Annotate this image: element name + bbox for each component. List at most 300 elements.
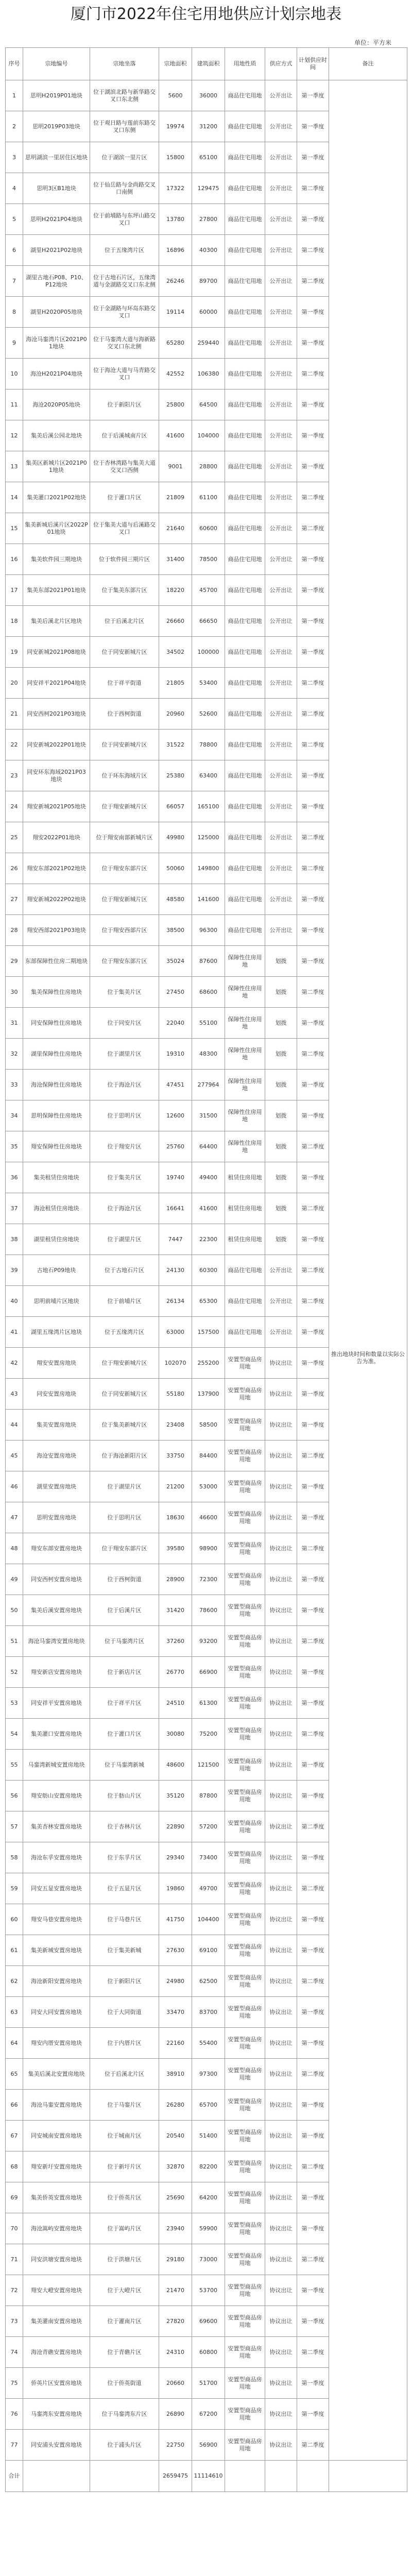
remarks-note bbox=[329, 80, 407, 2461]
parcel-location: 位于同安片区 bbox=[90, 1008, 159, 1039]
supply-method: 公开出让 bbox=[265, 606, 297, 637]
building-area: 64200 bbox=[192, 2182, 225, 2213]
parcel-code: 思明安置房地块 bbox=[23, 1502, 90, 1533]
parcel-code: 集美后溪北安置房地块 bbox=[23, 2059, 90, 2090]
row-number: 8 bbox=[6, 297, 23, 328]
land-use: 商品住宅用地 bbox=[225, 142, 265, 173]
supply-time: 第二季度 bbox=[297, 513, 329, 544]
parcel-location: 位于海沧大道与马青路交叉口 bbox=[90, 359, 159, 389]
supply-time: 第一季度 bbox=[297, 1842, 329, 1873]
supply-time: 第一季度 bbox=[297, 1471, 329, 1502]
building-area: 65300 bbox=[192, 1286, 225, 1317]
parcel-location: 位于古地石片区，五缘湾道与金湖路交叉口东北侧 bbox=[90, 266, 159, 297]
land-use: 保障性住房用地 bbox=[225, 1100, 265, 1131]
supply-method: 协议出让 bbox=[265, 1502, 297, 1533]
land-area: 29180 bbox=[159, 2244, 192, 2275]
row-number: 56 bbox=[6, 1781, 23, 1811]
land-use: 保障性住房用地 bbox=[225, 1070, 265, 1100]
supply-method: 协议出让 bbox=[265, 2121, 297, 2151]
parcel-location: 位于新圩片区 bbox=[90, 2151, 159, 2182]
parcel-code: 翔安新城2021P05地块 bbox=[23, 791, 90, 822]
land-use: 保障性住房用地 bbox=[225, 1039, 265, 1070]
supply-time: 第一季度 bbox=[297, 1502, 329, 1533]
supply-time: 第二季度 bbox=[297, 2430, 329, 2461]
building-area: 89700 bbox=[192, 266, 225, 297]
land-area: 55180 bbox=[159, 1379, 192, 1410]
land-use: 商品住宅用地 bbox=[225, 482, 265, 513]
table-header-row bbox=[6, 48, 407, 80]
row-number: 52 bbox=[6, 1657, 23, 1688]
supply-method: 公开出让 bbox=[265, 451, 297, 482]
supply-time: 第一季度 bbox=[297, 1750, 329, 1781]
supply-method: 划拨 bbox=[265, 1193, 297, 1224]
supply-method: 公开出让 bbox=[265, 111, 297, 142]
supply-time: 第一季度 bbox=[297, 1595, 329, 1626]
col-header: 计划供应时间 bbox=[297, 48, 329, 80]
building-area: 46600 bbox=[192, 1502, 225, 1533]
land-area: 21640 bbox=[159, 513, 192, 544]
building-area: 31500 bbox=[192, 1100, 225, 1131]
supply-time: 第二季度 bbox=[297, 2244, 329, 2275]
supply-time: 第二季度 bbox=[297, 853, 329, 884]
supply-time: 第一季度 bbox=[297, 1997, 329, 2028]
land-area: 32870 bbox=[159, 2151, 192, 2182]
land-area: 35120 bbox=[159, 1781, 192, 1811]
supply-method: 协议出让 bbox=[265, 2306, 297, 2337]
supply-method: 协议出让 bbox=[265, 1348, 297, 1379]
parcel-location: 位于大同街道 bbox=[90, 1997, 159, 2028]
supply-method: 协议出让 bbox=[265, 2430, 297, 2461]
land-use: 商品住宅用地 bbox=[225, 389, 265, 420]
supply-method: 公开出让 bbox=[265, 482, 297, 513]
supply-time: 第一季度 bbox=[297, 1781, 329, 1811]
supply-time: 第一季度 bbox=[297, 1100, 329, 1131]
land-area: 31522 bbox=[159, 730, 192, 760]
parcel-code: 集美灌南安置房地块 bbox=[23, 2306, 90, 2337]
parcel-code: 同安环东海域2021P03地块 bbox=[23, 760, 90, 791]
total-empty bbox=[329, 2461, 407, 2492]
parcel-code: 思明H2019P01地块 bbox=[23, 80, 90, 111]
land-use: 安置型商品房用地 bbox=[225, 2306, 265, 2337]
building-area: 65700 bbox=[192, 2090, 225, 2121]
supply-time: 第一季度 bbox=[297, 575, 329, 606]
parcel-location: 位于内厝片区 bbox=[90, 2028, 159, 2059]
parcel-code: 集美后溪公园北地块 bbox=[23, 420, 90, 451]
supply-time: 第一季度 bbox=[297, 760, 329, 791]
building-area: 63400 bbox=[192, 760, 225, 791]
parcel-location: 位于西柯街道 bbox=[90, 699, 159, 730]
parcel-location: 位于翔安片区 bbox=[90, 1131, 159, 1162]
land-use: 商品住宅用地 bbox=[225, 637, 265, 668]
parcel-code: 翔安新店安置房地块 bbox=[23, 1657, 90, 1688]
parcel-location: 位于前埔路与东坪山路交叉口 bbox=[90, 204, 159, 235]
supply-time: 第一季度 bbox=[297, 2182, 329, 2213]
page-title: 厦门市2022年住宅用地供应计划宗地表 bbox=[70, 5, 342, 23]
supply-time: 第一季度 bbox=[297, 2399, 329, 2430]
row-number: 71 bbox=[6, 2244, 23, 2275]
parcel-location: 位于侨英片区 bbox=[90, 2182, 159, 2213]
land-use: 安置型商品房用地 bbox=[225, 2399, 265, 2430]
land-use: 商品住宅用地 bbox=[225, 1286, 265, 1317]
parcel-code: 同安五显安置房地块 bbox=[23, 1873, 90, 1904]
parcel-location: 位于前埔片区 bbox=[90, 1286, 159, 1317]
parcel-location: 位于观日路与莲前东路交叉口东侧 bbox=[90, 111, 159, 142]
supply-method: 公开出让 bbox=[265, 142, 297, 173]
land-use: 安置型商品房用地 bbox=[225, 1719, 265, 1750]
row-number: 76 bbox=[6, 2399, 23, 2430]
land-area: 21805 bbox=[159, 668, 192, 699]
row-number: 65 bbox=[6, 2059, 23, 2090]
supply-method: 协议出让 bbox=[265, 1379, 297, 1410]
total-label: 合计 bbox=[6, 2461, 23, 2492]
supply-method: 协议出让 bbox=[265, 2151, 297, 2182]
parcel-location: 位于湖里片区 bbox=[90, 1039, 159, 1070]
building-area: 60000 bbox=[192, 297, 225, 328]
row-number: 19 bbox=[6, 637, 23, 668]
land-area: 15800 bbox=[159, 142, 192, 173]
land-use: 安置型商品房用地 bbox=[225, 1811, 265, 1842]
total-empty bbox=[225, 2461, 265, 2492]
row-number: 32 bbox=[6, 1039, 23, 1070]
total-empty bbox=[90, 2461, 159, 2492]
parcel-location: 位于翔安西部片区 bbox=[90, 915, 159, 946]
row-number: 63 bbox=[6, 1997, 23, 2028]
supply-time: 第二季度 bbox=[297, 1719, 329, 1750]
land-area: 38500 bbox=[159, 915, 192, 946]
building-area: 100000 bbox=[192, 637, 225, 668]
parcel-code: 集美灌口2021P02地块 bbox=[23, 482, 90, 513]
parcel-code: 翔安安置房地块 bbox=[23, 1348, 90, 1379]
parcel-code: 海沧马銮安置房地块 bbox=[23, 2090, 90, 2121]
supply-time: 第一季度 bbox=[297, 606, 329, 637]
building-area: 97300 bbox=[192, 2059, 225, 2090]
supply-method: 协议出让 bbox=[265, 1904, 297, 1935]
row-number: 5 bbox=[6, 204, 23, 235]
total-row bbox=[6, 2461, 407, 2492]
land-use: 安置型商品房用地 bbox=[225, 1873, 265, 1904]
supply-time: 第一季度 bbox=[297, 544, 329, 575]
land-area: 24310 bbox=[159, 2337, 192, 2368]
parcel-location: 位于大嶝片区 bbox=[90, 2275, 159, 2306]
land-use: 商品住宅用地 bbox=[225, 266, 265, 297]
parcel-code: 湖里H2021P02地块 bbox=[23, 235, 90, 266]
land-use: 商品住宅用地 bbox=[225, 1255, 265, 1286]
supply-time: 第一季度 bbox=[297, 451, 329, 482]
supply-time: 第二季度 bbox=[297, 1533, 329, 1564]
parcel-code: 集美杏林安置房地块 bbox=[23, 1811, 90, 1842]
row-number: 53 bbox=[6, 1688, 23, 1719]
building-area: 57200 bbox=[192, 1811, 225, 1842]
land-area: 22040 bbox=[159, 1008, 192, 1039]
parcel-location: 位于翔安新城片区 bbox=[90, 884, 159, 915]
supply-time: 第二季度 bbox=[297, 235, 329, 266]
parcel-location: 位于马銮湾片区 bbox=[90, 1626, 159, 1657]
col-header: 宗地编号 bbox=[23, 48, 90, 80]
parcel-code: 翔安保障性住房地块 bbox=[23, 1131, 90, 1162]
building-area: 106380 bbox=[192, 359, 225, 389]
building-area: 141600 bbox=[192, 884, 225, 915]
parcel-code: 集美后溪北片区地块 bbox=[23, 606, 90, 637]
supply-time: 第一季度 bbox=[297, 389, 329, 420]
land-use: 安置型商品房用地 bbox=[225, 1966, 265, 1997]
parcel-code: 翔安2022P01地块 bbox=[23, 822, 90, 853]
parcel-location: 位于集美片区 bbox=[90, 977, 159, 1008]
supply-method: 公开出让 bbox=[265, 173, 297, 204]
supply-method: 公开出让 bbox=[265, 513, 297, 544]
row-number: 11 bbox=[6, 389, 23, 420]
land-use: 安置型商品房用地 bbox=[225, 2059, 265, 2090]
row-number: 72 bbox=[6, 2275, 23, 2306]
parcel-location: 位于金湖路与环岛东路交叉口 bbox=[90, 297, 159, 328]
supply-time: 第一季度 bbox=[297, 2028, 329, 2059]
land-area: 48600 bbox=[159, 1750, 192, 1781]
parcel-code: 同安城南安置房地块 bbox=[23, 2121, 90, 2151]
building-area: 69600 bbox=[192, 2306, 225, 2337]
row-number: 66 bbox=[6, 2090, 23, 2121]
row-number: 10 bbox=[6, 359, 23, 389]
land-area: 26246 bbox=[159, 266, 192, 297]
row-number: 22 bbox=[6, 730, 23, 760]
row-number: 25 bbox=[6, 822, 23, 853]
row-number: 13 bbox=[6, 451, 23, 482]
col-header: 序号 bbox=[6, 48, 23, 80]
land-area: 26770 bbox=[159, 1657, 192, 1688]
row-number: 67 bbox=[6, 2121, 23, 2151]
land-use: 安置型商品房用地 bbox=[225, 1935, 265, 1966]
supply-method: 公开出让 bbox=[265, 1317, 297, 1348]
supply-time: 第一季度 bbox=[297, 2213, 329, 2244]
land-area: 5600 bbox=[159, 80, 192, 111]
land-use: 安置型商品房用地 bbox=[225, 1781, 265, 1811]
row-number: 1 bbox=[6, 80, 23, 111]
building-area: 65100 bbox=[192, 142, 225, 173]
building-area: 61100 bbox=[192, 482, 225, 513]
supply-method: 公开出让 bbox=[265, 359, 297, 389]
land-use: 安置型商品房用地 bbox=[225, 1688, 265, 1719]
land-area: 19860 bbox=[159, 1873, 192, 1904]
land-use: 安置型商品房用地 bbox=[225, 2121, 265, 2151]
col-header: 宗地面积 bbox=[159, 48, 192, 80]
row-number: 75 bbox=[6, 2368, 23, 2399]
row-number: 61 bbox=[6, 1935, 23, 1966]
land-area: 12600 bbox=[159, 1100, 192, 1131]
land-area: 27450 bbox=[159, 977, 192, 1008]
parcel-code: 同安西柯安置房地块 bbox=[23, 1564, 90, 1595]
building-area: 78800 bbox=[192, 730, 225, 760]
supply-time: 第一季度 bbox=[297, 791, 329, 822]
supply-time: 第一季度 bbox=[297, 328, 329, 359]
land-area: 19740 bbox=[159, 1162, 192, 1193]
unit-label: 单位：平方米 bbox=[354, 39, 391, 46]
supply-time: 第一季度 bbox=[297, 1904, 329, 1935]
land-use: 安置型商品房用地 bbox=[225, 1595, 265, 1626]
row-number: 58 bbox=[6, 1842, 23, 1873]
parcel-location: 位于环东海域片区 bbox=[90, 760, 159, 791]
supply-method: 公开出让 bbox=[265, 699, 297, 730]
supply-time: 第一季度 bbox=[297, 2368, 329, 2399]
supply-time: 第二季度 bbox=[297, 2059, 329, 2090]
supply-time: 第一季度 bbox=[297, 1379, 329, 1410]
row-number: 73 bbox=[6, 2306, 23, 2337]
land-use: 商品住宅用地 bbox=[225, 699, 265, 730]
building-area: 157500 bbox=[192, 1317, 225, 1348]
land-area: 31420 bbox=[159, 1595, 192, 1626]
row-number: 40 bbox=[6, 1286, 23, 1317]
supply-method: 公开出让 bbox=[265, 328, 297, 359]
supply-method: 公开出让 bbox=[265, 822, 297, 853]
supply-time: 第二季度 bbox=[297, 1039, 329, 1070]
supply-method: 划拨 bbox=[265, 1131, 297, 1162]
parcel-location: 位于灌口片区 bbox=[90, 1719, 159, 1750]
supply-method: 公开出让 bbox=[265, 760, 297, 791]
land-use: 安置型商品房用地 bbox=[225, 1750, 265, 1781]
building-area: 60600 bbox=[192, 513, 225, 544]
parcel-location: 位于思明片区 bbox=[90, 1100, 159, 1131]
parcel-location: 位于马巷片区 bbox=[90, 1904, 159, 1935]
total-empty bbox=[265, 2461, 297, 2492]
parcel-code: 集美灌口安置房地块 bbox=[23, 1719, 90, 1750]
parcel-location: 位于新阳片区 bbox=[90, 389, 159, 420]
row-number: 35 bbox=[6, 1131, 23, 1162]
parcel-code: 同安祥平2021P04地块 bbox=[23, 668, 90, 699]
land-use: 商品住宅用地 bbox=[225, 297, 265, 328]
col-header: 建筑面积 bbox=[192, 48, 225, 80]
supply-time: 第二季度 bbox=[297, 1255, 329, 1286]
supply-method: 协议出让 bbox=[265, 2337, 297, 2368]
row-number: 50 bbox=[6, 1595, 23, 1626]
parcel-location: 位于同安新城片区 bbox=[90, 637, 159, 668]
parcel-code: 侨英片区安置房地块 bbox=[23, 2368, 90, 2399]
supply-method: 协议出让 bbox=[265, 1564, 297, 1595]
land-area: 26134 bbox=[159, 1286, 192, 1317]
row-number: 12 bbox=[6, 420, 23, 451]
land-use: 安置型商品房用地 bbox=[225, 1842, 265, 1873]
supply-method: 公开出让 bbox=[265, 637, 297, 668]
parcel-location: 位于古地石片区 bbox=[90, 1255, 159, 1286]
parcel-location: 位于集美片区 bbox=[90, 1162, 159, 1193]
supply-time: 第一季度 bbox=[297, 142, 329, 173]
supply-time: 第二季度 bbox=[297, 2337, 329, 2368]
building-area: 69100 bbox=[192, 1935, 225, 1966]
supply-time: 第一季度 bbox=[297, 637, 329, 668]
land-area: 37260 bbox=[159, 1626, 192, 1657]
supply-method: 公开出让 bbox=[265, 668, 297, 699]
land-area: 25800 bbox=[159, 389, 192, 420]
land-area: 65280 bbox=[159, 328, 192, 359]
parcel-code: 翔安东部2021P02地块 bbox=[23, 853, 90, 884]
land-area: 66057 bbox=[159, 791, 192, 822]
supply-time: 第一季度 bbox=[297, 111, 329, 142]
building-area: 27800 bbox=[192, 204, 225, 235]
land-use: 商品住宅用地 bbox=[225, 328, 265, 359]
land-area: 9001 bbox=[159, 451, 192, 482]
land-area: 20540 bbox=[159, 2121, 192, 2151]
parcel-code: 集美安置房地块 bbox=[23, 1410, 90, 1440]
remarks-note-text: 推出地块时间和数量以实际公告为准。 bbox=[331, 1350, 405, 1365]
parcel-location: 位于浦头片区 bbox=[90, 2430, 159, 2461]
land-area: 18630 bbox=[159, 1502, 192, 1533]
row-number: 9 bbox=[6, 328, 23, 359]
supply-time: 第一季度 bbox=[297, 1224, 329, 1255]
building-area: 72300 bbox=[192, 1564, 225, 1595]
supply-time: 第二季度 bbox=[297, 266, 329, 297]
land-use: 商品住宅用地 bbox=[225, 760, 265, 791]
row-number: 36 bbox=[6, 1162, 23, 1193]
land-area: 29340 bbox=[159, 1842, 192, 1873]
supply-method: 公开出让 bbox=[265, 80, 297, 111]
parcel-location: 位于翔安新城片区 bbox=[90, 1348, 159, 1379]
land-area: 34502 bbox=[159, 637, 192, 668]
building-area: 125000 bbox=[192, 822, 225, 853]
building-area: 66650 bbox=[192, 606, 225, 637]
supply-time: 第一季度 bbox=[297, 420, 329, 451]
land-area: 21470 bbox=[159, 2275, 192, 2306]
building-area: 53400 bbox=[192, 668, 225, 699]
row-number: 64 bbox=[6, 2028, 23, 2059]
parcel-location: 位于杏林片区 bbox=[90, 1811, 159, 1842]
supply-time: 第二季度 bbox=[297, 1193, 329, 1224]
land-use: 安置型商品房用地 bbox=[225, 1410, 265, 1440]
parcel-location: 位于灌南片区 bbox=[90, 2306, 159, 2337]
row-number: 43 bbox=[6, 1379, 23, 1410]
row-number: 31 bbox=[6, 1008, 23, 1039]
row-number: 44 bbox=[6, 1410, 23, 1440]
supply-method: 公开出让 bbox=[265, 730, 297, 760]
land-area: 33470 bbox=[159, 1997, 192, 2028]
parcel-location: 位于后溪片区 bbox=[90, 1595, 159, 1626]
land-use: 商品住宅用地 bbox=[225, 451, 265, 482]
supply-method: 协议出让 bbox=[265, 2059, 297, 2090]
building-area: 22300 bbox=[192, 1224, 225, 1255]
land-area: 25760 bbox=[159, 1131, 192, 1162]
parcel-code: 湖里租赁住房地块 bbox=[23, 1224, 90, 1255]
supply-time: 第一季度 bbox=[297, 946, 329, 977]
parcel-location: 位于翔安新城片区 bbox=[90, 791, 159, 822]
parcel-location: 位于软件园三期片区 bbox=[90, 544, 159, 575]
supply-time: 第二季度 bbox=[297, 1966, 329, 1997]
supply-method: 协议出让 bbox=[265, 1626, 297, 1657]
land-area: 16641 bbox=[159, 1193, 192, 1224]
parcel-location: 位于五显片区 bbox=[90, 1873, 159, 1904]
parcel-code: 古地石P09地块 bbox=[23, 1255, 90, 1286]
building-area: 49400 bbox=[192, 1162, 225, 1193]
supply-method: 协议出让 bbox=[265, 1471, 297, 1502]
parcel-code: 马銮湾东安置房地块 bbox=[23, 2399, 90, 2430]
parcel-location: 位于舫山片区 bbox=[90, 1781, 159, 1811]
land-use: 安置型商品房用地 bbox=[225, 2151, 265, 2182]
building-area: 51700 bbox=[192, 2368, 225, 2399]
row-number: 15 bbox=[6, 513, 23, 544]
land-area: 49980 bbox=[159, 822, 192, 853]
parcel-location: 位于城南片区 bbox=[90, 2121, 159, 2151]
building-area: 48300 bbox=[192, 1039, 225, 1070]
land-use: 安置型商品房用地 bbox=[225, 2430, 265, 2461]
supply-time: 第二季度 bbox=[297, 1286, 329, 1317]
parcel-code: 翔安大嶝安置房地块 bbox=[23, 2275, 90, 2306]
land-area: 26280 bbox=[159, 2090, 192, 2121]
building-area: 96300 bbox=[192, 915, 225, 946]
land-use: 商品住宅用地 bbox=[225, 204, 265, 235]
row-number: 33 bbox=[6, 1070, 23, 1100]
land-use: 安置型商品房用地 bbox=[225, 2244, 265, 2275]
land-use: 安置型商品房用地 bbox=[225, 1440, 265, 1471]
land-use: 商品住宅用地 bbox=[225, 884, 265, 915]
supply-time: 第二季度 bbox=[297, 173, 329, 204]
supply-method: 公开出让 bbox=[265, 420, 297, 451]
total-land-area: 2659475 bbox=[159, 2461, 192, 2492]
parcel-location: 位于东孚片区 bbox=[90, 1842, 159, 1873]
building-area: 87800 bbox=[192, 1781, 225, 1811]
